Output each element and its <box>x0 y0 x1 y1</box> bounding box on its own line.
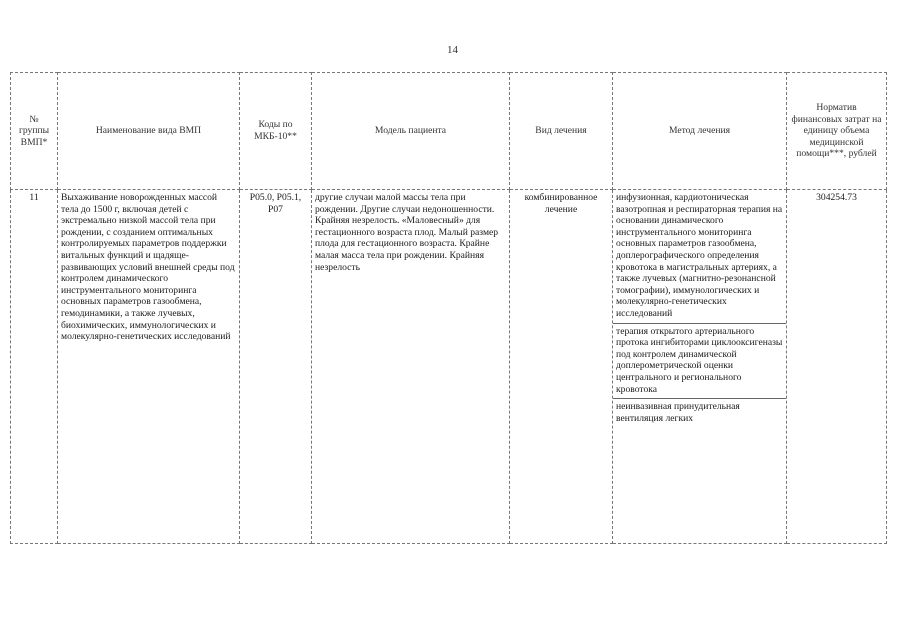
header-group-no: № группы ВМП* <box>11 73 58 190</box>
header-icd-codes: Коды по МКБ-10** <box>240 73 312 190</box>
cell-treatment-methods <box>613 190 787 544</box>
vmp-table <box>10 72 887 544</box>
cell-group-no: 11 <box>11 190 58 544</box>
header-treatment-type: Вид лечения <box>510 73 613 190</box>
method-text: терапия открытого артериального протока ингибиторами циклооксигеназы под контролем динамической доплерометрической оценки центрального и регионального кровотока <box>616 325 783 395</box>
method-item <box>613 190 786 324</box>
cell-cost: 304254.73 <box>787 190 887 544</box>
header-treatment-method: Метод лечения <box>613 73 787 190</box>
cell-patient-model: другие случаи малой массы тела при рождении. Другие случаи недоношенности. Крайняя незрелость. «Маловесный» для гестационного возраста плод. Малый размер плода для гестационного возраста. Крайне малая масса тела при рождении. Крайняя незрелость <box>312 190 510 544</box>
table-row <box>11 190 887 544</box>
header-patient-model: Модель пациента <box>312 73 510 190</box>
table-header-row <box>11 73 887 190</box>
cell-treatment-type: комбинированное лечение <box>510 190 613 544</box>
cell-vmp-name: Выхаживание новорожденных массой тела до 1500 г, включая детей с экстремально низкой массой тела при рождении, с созданием оптимальных контролируемых параметров поддержки витальных функций и щадяще-развивающих условий внешней среды под контролем динамического инструментального мониторинга основных параметров газообмена, гемодинамики, а также лучевых, биохимических, иммунологических и молекулярно-генетических исследований <box>58 190 240 544</box>
page-number: 14 <box>447 44 458 56</box>
method-item <box>613 324 786 400</box>
header-vmp-name: Наименование вида ВМП <box>58 73 240 190</box>
cell-icd-codes: P05.0, P05.1, P07 <box>240 190 312 544</box>
method-item <box>613 399 786 427</box>
header-cost-standard: Норматив финансовых затрат на единицу объема медицинской помощи***, рублей <box>787 73 887 190</box>
method-text: инфузионная, кардиотоническая вазотропная и респираторная терапия на основании динамического инструментального мониторинга основных параметров газообмена, доплерографического определения кровотока в магистральных артериях, а также лучевых (магнитно-резонансной томографии), иммунологических и молекулярно-генетических исследований <box>616 192 783 319</box>
method-text: неинвазивная принудительная вентиляция легких <box>616 401 740 424</box>
